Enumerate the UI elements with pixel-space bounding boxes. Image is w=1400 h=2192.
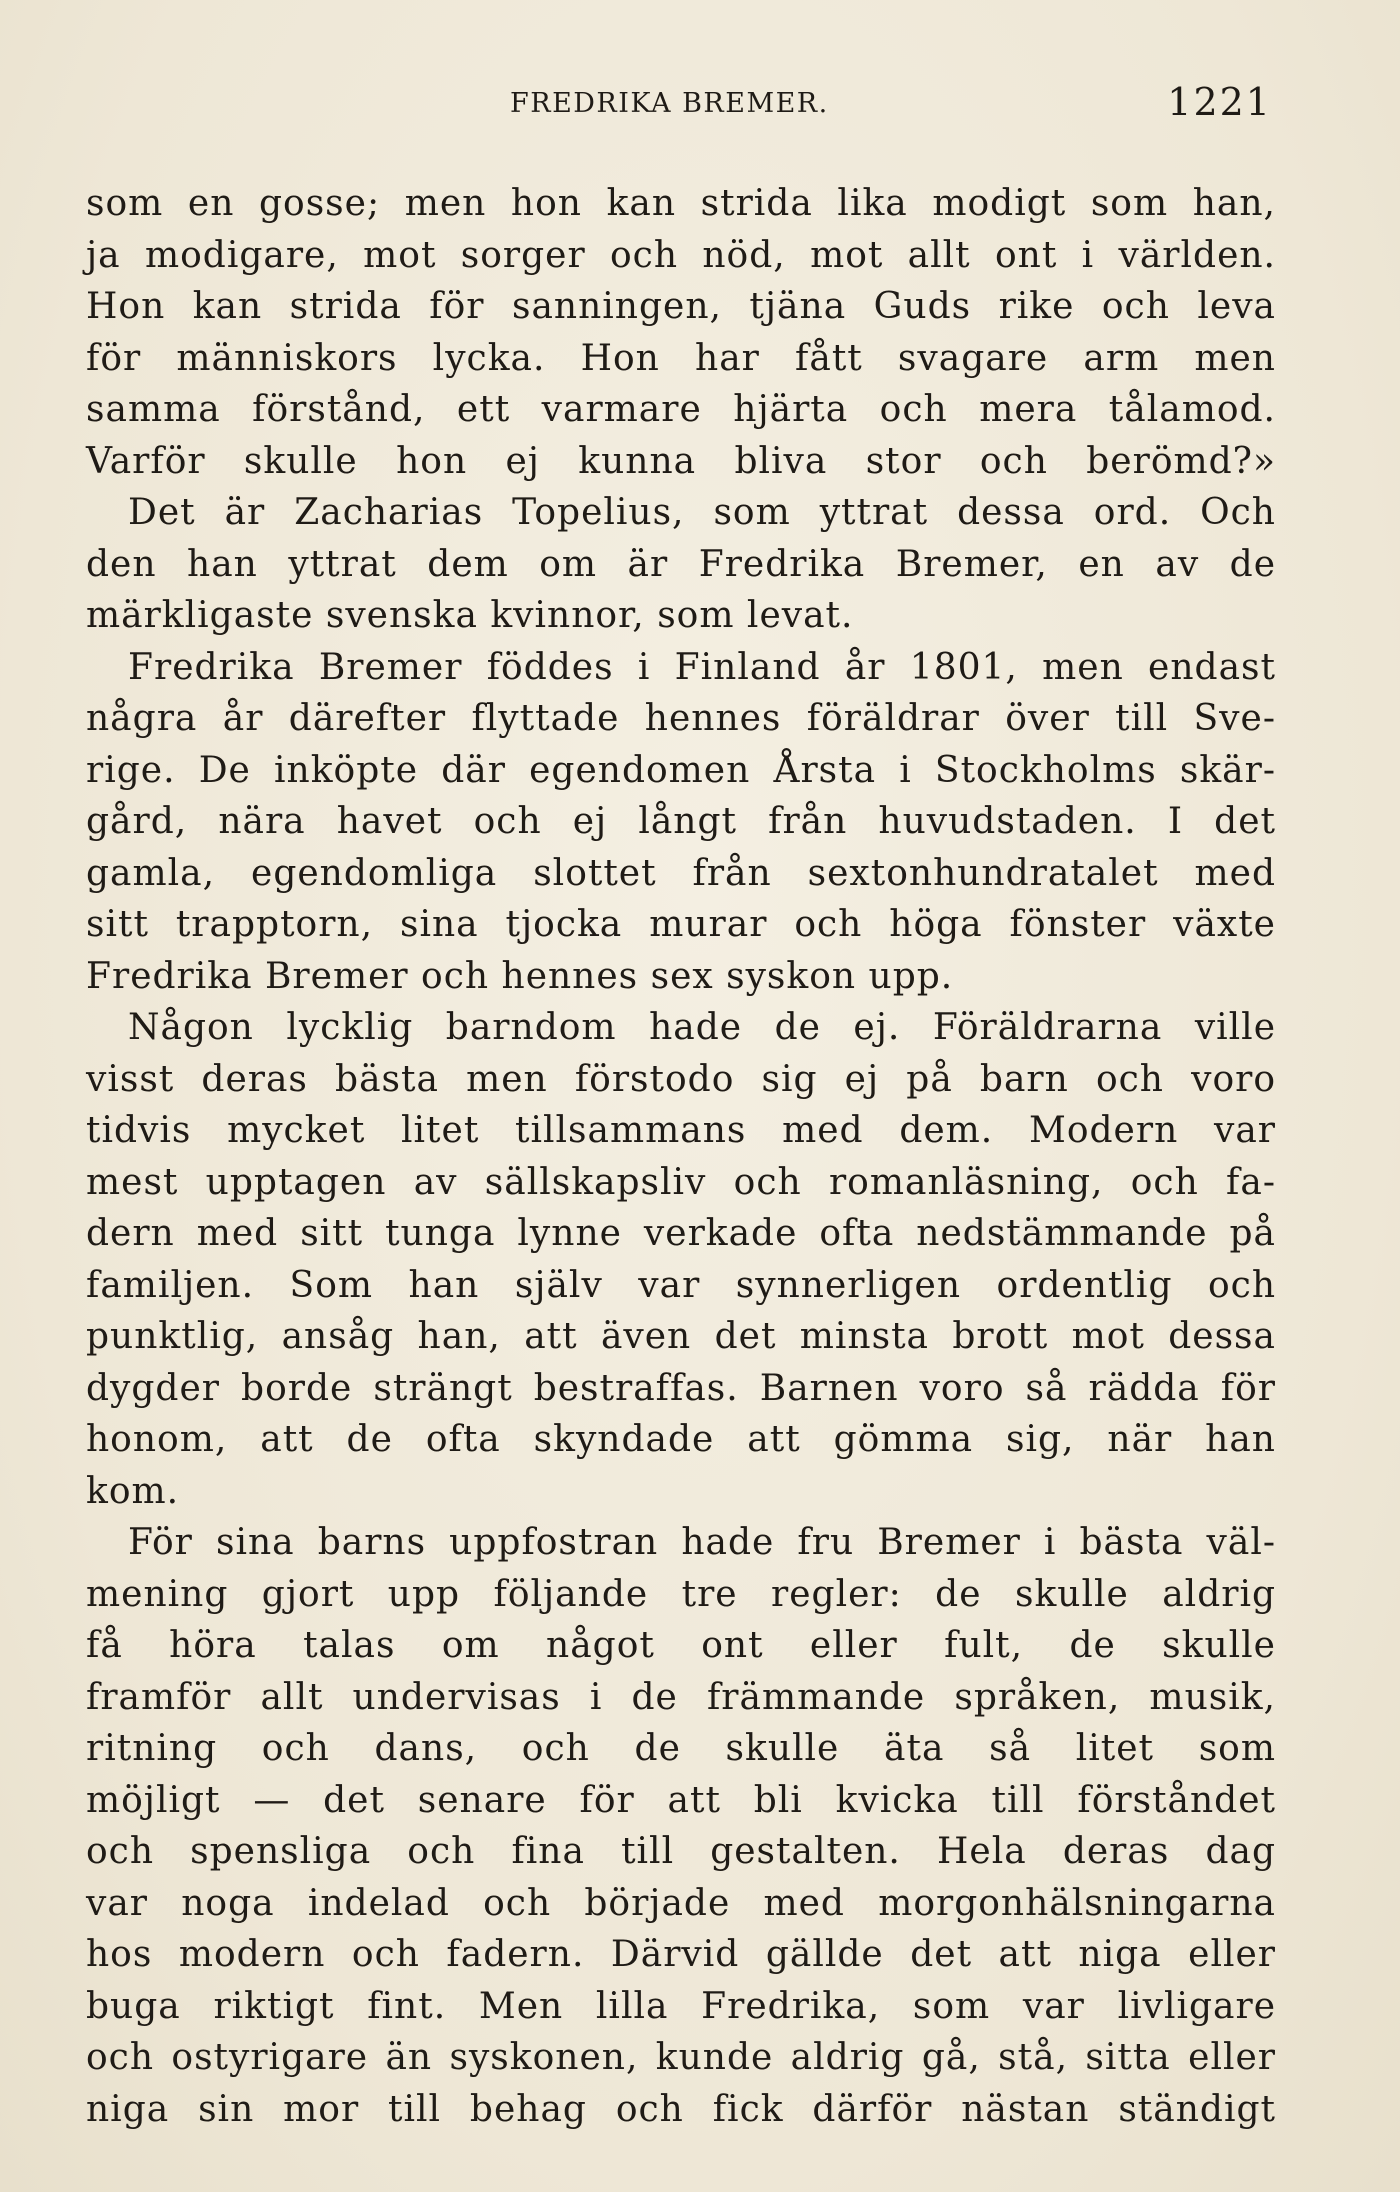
text-line: möjligt — det senare för att bli kvicka till förståndet bbox=[86, 1779, 1276, 1821]
page-number: 1221 bbox=[1167, 80, 1272, 124]
text-line: tidvis mycket litet tillsammans med dem. Modern var bbox=[86, 1110, 1276, 1151]
text-line: ja modigare, mot sorger och nöd, mot allt ont i världen. bbox=[86, 234, 1276, 276]
text-line: hos modern och fadern. Därvid gällde det att niga eller bbox=[86, 1934, 1276, 1975]
text-line: Någon lycklig barndom hade de ej. Föräldrarna ville bbox=[128, 1007, 1276, 1048]
text-line: Varför skulle hon ej kunna bliva stor och berömd?» bbox=[86, 440, 1276, 482]
text-line: mest upptagen av sällskapsliv och romanläsning, och fa- bbox=[86, 1161, 1276, 1203]
text-line: gamla, egendomliga slottet från sextonhundratalet med bbox=[86, 852, 1276, 894]
text-line: Fredrika Bremer föddes i Finland år 1801, men endast bbox=[128, 646, 1276, 688]
text-line: kom. bbox=[86, 1470, 180, 1512]
text-line: buga riktigt fint. Men lilla Fredrika, som var livligare bbox=[86, 1985, 1276, 2027]
text-line: visst deras bästa men förstodo sig ej på barn och voro bbox=[86, 1058, 1276, 1100]
text-line: mening gjort upp följande tre regler: de skulle aldrig bbox=[86, 1573, 1276, 1615]
text-line: samma förstånd, ett varmare hjärta och mera tålamod. bbox=[86, 389, 1276, 430]
text-line: Det är Zacharias Topelius, som yttrat dessa ord. Och bbox=[128, 492, 1276, 533]
text-line: familjen. Som han själv var synnerligen ordentlig och bbox=[86, 1264, 1276, 1306]
text-line: punktlig, ansåg han, att även det minsta brott mot dessa bbox=[86, 1316, 1276, 1357]
text-line: niga sin mor till behag och fick därför nästan ständigt bbox=[86, 2088, 1276, 2130]
text-line: få höra talas om något ont eller fult, de skulle bbox=[86, 1625, 1276, 1666]
text-line: ritning och dans, och de skulle äta så litet som bbox=[86, 1728, 1276, 1769]
text-line: framför allt undervisas i de främmande språken, musik, bbox=[86, 1676, 1276, 1718]
text-line: rige. De inköpte där egendomen Årsta i Stockholms skär- bbox=[86, 749, 1276, 791]
text-line: honom, att de ofta skyndade att gömma sig, när han bbox=[86, 1419, 1276, 1460]
text-line: Fredrika Bremer och hennes sex syskon upp. bbox=[86, 955, 954, 997]
text-line: några år därefter flyttade hennes föräldrar över till Sve- bbox=[86, 698, 1276, 739]
text-line: märkligaste svenska kvinnor, som levat. bbox=[86, 595, 854, 636]
text-line: för människors lycka. Hon har fått svagare arm men bbox=[86, 337, 1276, 379]
text-line: gård, nära havet och ej långt från huvudstaden. I det bbox=[86, 801, 1276, 842]
text-line: dern med sitt tunga lynne verkade ofta nedstämmande på bbox=[86, 1213, 1276, 1254]
text-line: den han yttrat dem om är Fredrika Bremer, en av de bbox=[86, 543, 1276, 585]
text-line: och ostyrigare än syskonen, kunde aldrig gå, stå, sitta eller bbox=[86, 2037, 1276, 2078]
running-title: FREDRIKA BREMER. bbox=[510, 88, 829, 119]
text-line: som en gosse; men hon kan strida lika modigt som han, bbox=[86, 183, 1276, 224]
text-line: sitt trapptorn, sina tjocka murar och höga fönster växte bbox=[86, 904, 1276, 945]
text-line: var noga indelad och började med morgonhälsningarna bbox=[86, 1882, 1276, 1924]
text-line: dygder borde strängt bestraffas. Barnen voro så rädda för bbox=[86, 1367, 1276, 1409]
text-line: Hon kan strida för sanningen, tjäna Guds rike och leva bbox=[86, 286, 1276, 327]
body-text bbox=[86, 178, 1276, 2135]
text-line: För sina barns uppfostran hade fru Bremer i bästa väl- bbox=[128, 1522, 1276, 1563]
text-line: och spensliga och fina till gestalten. Hela deras dag bbox=[86, 1831, 1276, 1872]
